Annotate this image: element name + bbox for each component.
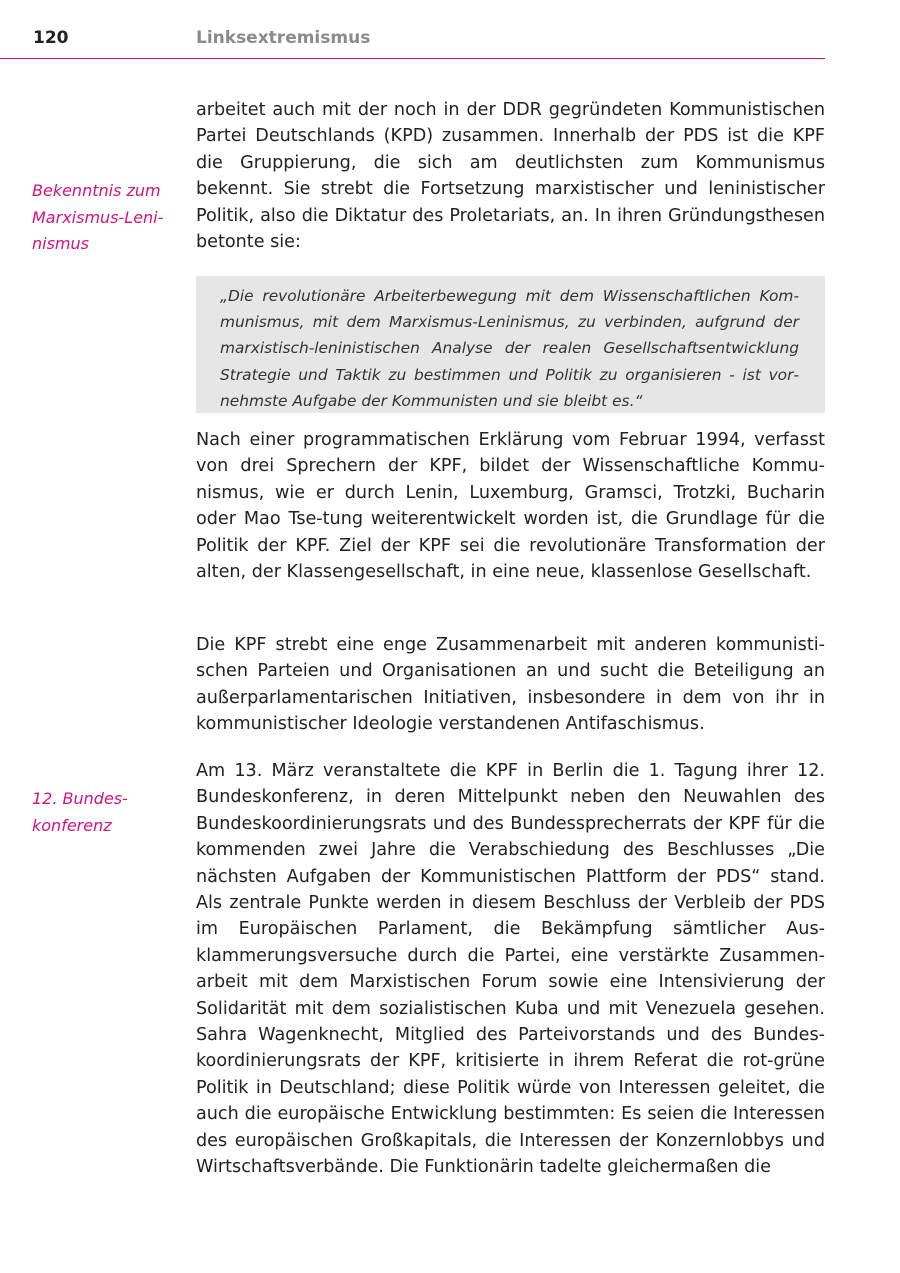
body-paragraph: Die KPF strebt eine enge Zusammenarbeit mit anderen kommunistischen Parteien und Organisationen an und sucht die Beteiligung an außerparlamentarischen Initiativen, insbesondere in dem von ihr in kommunistischer Ideologie verstandenen Antifaschismus. [196,635,825,735]
quote-box [196,276,825,413]
body-paragraph-3-wrap [196,632,825,738]
quote-text: „Die revolutionäre Arbeiterbewegung mit dem Wissenschaftlichen Kommunismus, mit dem Marxismus-Leninismus, zu verbinden, aufgrund der marxistisch-leninistischen Analyse der realen Gesellschaftsentwicklung Strategie und Taktik zu bestimmen und Politik zu organisieren - ist vornehmste Aufgabe der Kommunisten und sie bleibt es.“ [220,287,799,410]
body-paragraph: Am 13. März veranstaltete die KPF in Berlin die 1. Tagung ihrer 12. Bundeskonferenz, in deren Mittelpunkt neben den Neuwahlen des Bundeskoordinierungsrats und des Bundessprecherrats der KPF für die kommenden zwei Jahre die Verabschiedung des Beschlusses „Die nächsten Aufgaben der Kommunistischen Plattform der PDS“ stand. Als zentrale Punkte werden in diesem Beschluss der Verbleib der PDS im Europäischen Parlament, die Bekämpfung sämtlicher Ausklammerungsversuche durch die Partei, eine verstärkte Zusammenarbeit mit dem Marxistischen Forum sowie eine Intensivierung der Solidarität mit dem sozialistischen Kuba und mit Venezuela gesehen. Sahra Wagenknecht, Mitglied des Parteivorstands und des Bundeskoordinierungsrats der KPF, kritisierte in ihrem Referat die rot-grüne Politik in Deutschland; diese Politik würde von Interessen geleitet, die auch die europäische Entwicklung bestimmten: Es seien die Interessen des europäischen Großkapitals, die Interessen der Konzernlobbys und Wirtschaftsverbände. Die Funktionärin tadelte gleichermaßen die [196,761,825,1178]
margin-note-bundeskonferenz: 12. Bundeskonferenz [32,789,128,835]
page-number: 120 [33,28,69,48]
body-paragraph-1-wrap [196,97,825,255]
page-header [0,28,825,59]
margin-note-marxismus: Bekenntnis zum Marxismus-Leninismus [32,181,164,253]
running-title: Linksextremismus [196,28,371,48]
body-paragraph: arbeitet auch mit der noch in der DDR gegründeten Kommunistischen Partei Deutschlands (KPD) zusammen. Innerhalb der PDS ist die KPF die Gruppierung, die sich am deutlichsten zum Kommunismus bekennt. Sie strebt die Fortsetzung marxistischer und leninistischer Politik, also die Diktatur des Proletariats, an. In ihren Gründungsthesen betonte sie: [196,100,825,253]
body-paragraph: Nach einer programmatischen Erklärung vom Februar 1994, verfasst von drei Sprechern der KPF, bildet der Wissenschaftliche Kommunismus, wie er durch Lenin, Luxemburg, Gramsci, Trotzki, Bucharin oder Mao Tse-tung weiterentwickelt worden ist, die Grundlage für die Politik der KPF. Ziel der KPF sei die revolutionäre Transformation der alten, der Klassengesellschaft, in eine neue, klassenlose Gesellschaft. [196,430,825,583]
body-paragraph-4-wrap [196,758,825,1181]
body-paragraph-2-wrap [196,427,825,585]
